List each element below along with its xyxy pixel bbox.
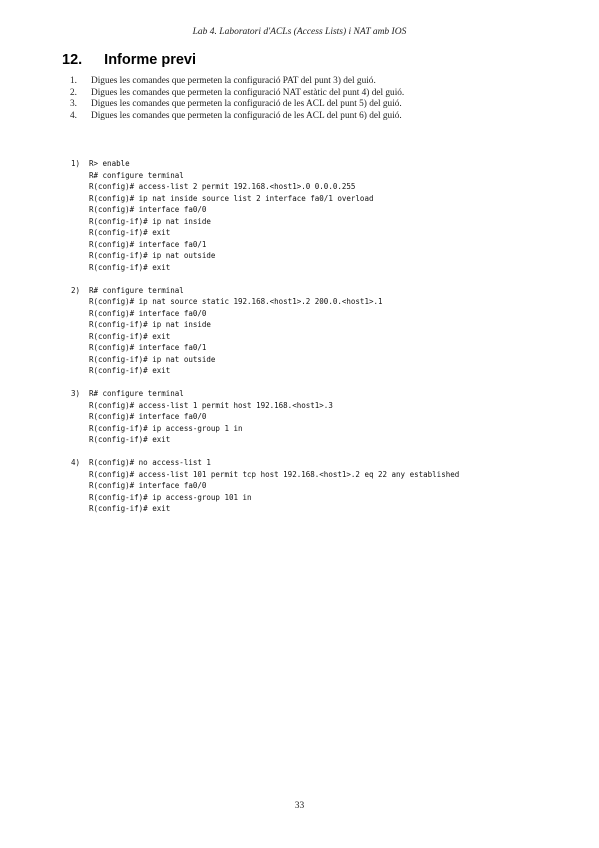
command-line: R(config-if)# exit — [89, 435, 171, 444]
page-number: 33 — [294, 801, 305, 811]
question-text: Digues les comandes que permeten la configuració NAT estàtic del punt 4) del guió. — [91, 87, 405, 98]
question-item — [70, 99, 404, 111]
command-line: R(config-if)# ip nat inside — [89, 216, 211, 226]
question-list — [70, 76, 404, 122]
command-line: R(config)# no access-list 1 — [89, 458, 211, 467]
command-line: R(config)# interface fa0/1 — [89, 343, 207, 352]
command-line: R(config)# access-list 101 permit tcp host 192.168.<host1>.2 eq 22 any established — [89, 469, 460, 479]
question-text: Digues les comandes que permeten la configuració de les ACL del punt 6) del guió. — [91, 110, 402, 121]
command-line: R(config)# interface fa0/0 — [89, 308, 207, 318]
question-number: 1. — [70, 76, 77, 86]
answer-number: 3) — [71, 389, 81, 398]
command-line: R(config-if)# ip nat outside — [89, 354, 216, 364]
command-line: R(config-if)# ip nat outside — [89, 251, 216, 260]
command-line: R(config)# ip nat source static 192.168.<host1>.2 200.0.<host1>.1 — [89, 297, 383, 306]
command-line: R(config)# interface fa0/1 — [89, 239, 207, 249]
answer-list — [71, 158, 459, 526]
section-title: Informe previ — [104, 52, 197, 68]
question-number: 3. — [70, 99, 77, 110]
command-line: R(config)# interface fa0/0 — [89, 412, 207, 421]
question-item — [70, 111, 404, 123]
command-line: R> enable — [89, 159, 130, 168]
answer-number: 1) — [71, 159, 81, 168]
command-line: R# configure terminal — [89, 389, 184, 398]
question-number: 2. — [70, 87, 77, 98]
command-line: R(config)# ip nat inside source list 2 interface fa0/1 overload — [89, 193, 374, 203]
command-line: R(config-if)# ip access-group 101 in — [89, 492, 252, 502]
command-line: R(config-if)# exit — [89, 262, 171, 272]
section-number: 12. — [62, 52, 83, 68]
command-line: R(config-if)# ip access-group 1 in — [89, 423, 243, 433]
answer-block — [71, 285, 459, 377]
question-number: 4. — [70, 110, 77, 121]
command-line: R(config-if)# exit — [89, 366, 171, 375]
command-line: R(config)# access-list 2 permit 192.168.<host1>.0 0.0.0.255 — [89, 182, 356, 191]
section-heading — [62, 52, 196, 68]
command-line: R(config-if)# exit — [89, 504, 171, 513]
command-line: R(config-if)# exit — [89, 228, 171, 237]
command-line: R(config)# interface fa0/0 — [89, 481, 207, 490]
command-line: R(config)# interface fa0/0 — [89, 205, 207, 214]
answer-block — [71, 158, 459, 273]
answer-number: 2) — [71, 285, 81, 295]
question-text: Digues les comandes que permeten la configuració de les ACL del punt 5) del guió. — [91, 99, 402, 110]
answer-block — [71, 457, 459, 515]
command-lines — [89, 158, 373, 273]
command-line: R# configure terminal — [89, 285, 184, 295]
command-line: R(config-if)# exit — [89, 331, 171, 341]
command-lines — [89, 285, 383, 377]
running-header: Lab 4. Laboratori d'ACLs (Access Lists) i NAT amb IOS — [192, 27, 407, 37]
answer-block — [71, 388, 459, 446]
command-lines — [89, 388, 333, 446]
answer-number: 4) — [71, 458, 81, 467]
question-item — [70, 88, 404, 100]
command-line: R(config)# access-list 1 permit host 192.168.<host1>.3 — [89, 400, 333, 410]
command-lines — [89, 457, 459, 515]
command-line: R# configure terminal — [89, 170, 184, 180]
question-item — [70, 76, 404, 88]
command-line: R(config-if)# ip nat inside — [89, 320, 211, 329]
question-text: Digues les comandes que permeten la configuració PAT del punt 3) del guió. — [91, 76, 376, 86]
